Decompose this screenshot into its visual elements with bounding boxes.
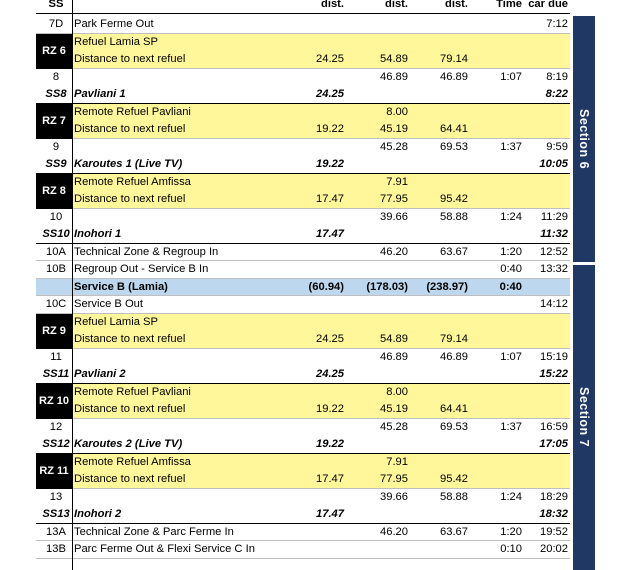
cell-desc: Service B (Lamia) <box>74 280 168 293</box>
table-row <box>36 244 570 262</box>
cell-ss: SS13 <box>42 508 70 520</box>
cell-ss: 10C <box>45 298 67 310</box>
cell-d3: 63.67 <box>440 245 468 258</box>
cell-d3: 69.53 <box>440 140 468 153</box>
cell-due: 11:32 <box>540 228 568 240</box>
cell-ss: 13B <box>46 543 66 555</box>
cell-desc: Pavliani 2 <box>74 368 126 380</box>
cell-d1: 19.22 <box>316 158 344 170</box>
cell-desc: Distance to next refuel <box>74 333 186 345</box>
cell-desc: Karoutes 2 (Live TV) <box>74 438 183 450</box>
cell-d3: 58.88 <box>440 490 468 503</box>
cell-time: 0:40 <box>499 280 522 293</box>
cell-ss: 13 <box>49 490 63 503</box>
section-7-label: Section 7 <box>577 387 591 448</box>
cell-desc: Remote Refuel Pavliani <box>74 385 191 398</box>
table-row <box>36 419 570 437</box>
cell-due: 18:32 <box>539 508 568 520</box>
cell-due: 9:59 <box>546 140 568 153</box>
table-row <box>36 86 570 104</box>
refuel-zone-badge: RZ 7 <box>36 104 72 139</box>
cell-ss: 7D <box>48 18 64 30</box>
cell-d2: 45.28 <box>380 420 408 433</box>
cell-desc: Technical Zone & Parc Ferme In <box>74 525 234 538</box>
table-row <box>36 401 570 419</box>
cell-d1: (60.94) <box>308 280 344 293</box>
cell-desc: Parc Ferme Out & Flexi Service C In <box>74 543 255 555</box>
cell-d3: 79.14 <box>440 333 468 345</box>
cell-d3: 46.89 <box>440 70 468 83</box>
cell-d2: (178.03) <box>366 280 408 293</box>
cell-d1: 17.47 <box>316 473 344 485</box>
cell-d2: 54.89 <box>380 333 408 345</box>
cell-due: 19:52 <box>540 525 568 538</box>
cell-desc: Distance to next refuel <box>74 193 186 205</box>
refuel-zone-badge: RZ 10 <box>36 384 72 419</box>
cell-due: 8:19 <box>546 70 568 83</box>
section-7-band <box>573 265 595 570</box>
cell-d2: 7.91 <box>386 455 408 468</box>
table-row <box>36 261 570 279</box>
cell-desc: Regroup Out - Service B In <box>74 263 209 275</box>
cell-ss: 9 <box>52 140 60 153</box>
cell-d3: 69.53 <box>440 420 468 433</box>
cell-d1: 24.25 <box>316 368 344 380</box>
cell-desc: Pavliani 1 <box>74 88 126 100</box>
table-row <box>36 454 570 472</box>
cell-time: 1:37 <box>500 140 522 153</box>
column-divider <box>72 0 73 570</box>
table-row <box>36 471 570 489</box>
refuel-zone-badge: RZ 11 <box>36 454 72 489</box>
cell-due: 15:22 <box>539 368 568 380</box>
cell-d2: 45.28 <box>380 140 408 153</box>
table-row <box>36 121 570 139</box>
table-row <box>36 366 570 384</box>
cell-desc: Karoutes 1 (Live TV) <box>74 158 183 170</box>
table-row <box>36 384 570 402</box>
header-dist-3: dist. <box>445 0 468 10</box>
cell-d3: 95.42 <box>440 473 468 485</box>
cell-d2: 77.95 <box>380 473 408 485</box>
cell-d3: 64.41 <box>440 403 468 415</box>
cell-d3: 46.89 <box>440 350 468 363</box>
table-row <box>36 191 570 209</box>
table-row <box>36 69 570 87</box>
cell-d2: 46.20 <box>380 245 408 258</box>
cell-d3: 64.41 <box>440 123 468 135</box>
cell-d3: (238.97) <box>426 280 468 293</box>
cell-desc: Distance to next refuel <box>74 473 186 485</box>
cell-due: 15:19 <box>540 350 568 363</box>
cell-ss: 11 <box>50 350 62 363</box>
table-row <box>36 34 570 52</box>
cell-time: 1:24 <box>500 490 522 503</box>
cell-d1: 19.22 <box>316 438 344 450</box>
cell-ss: 10A <box>46 245 66 258</box>
header-dist-2: dist. <box>385 0 408 10</box>
table-row <box>36 349 570 367</box>
cell-due: 17:05 <box>539 438 568 450</box>
table-row <box>36 489 570 507</box>
header-time: Time <box>496 0 522 10</box>
refuel-zone-badge: RZ 9 <box>36 314 72 349</box>
cell-desc: Park Ferme Out <box>74 18 154 30</box>
cell-time: 1:20 <box>500 245 522 258</box>
table-row <box>36 16 570 34</box>
cell-due: 20:02 <box>540 543 568 555</box>
cell-ss: SS9 <box>45 158 67 170</box>
cell-desc: Inohori 1 <box>74 228 122 240</box>
cell-ss: SS11 <box>42 368 70 380</box>
cell-time: 0:10 <box>500 543 522 555</box>
cell-desc: Remote Refuel Pavliani <box>74 105 191 118</box>
cell-due: 13:32 <box>540 263 568 275</box>
section-6-label: Section 6 <box>577 108 591 170</box>
table-row <box>36 296 570 314</box>
refuel-zone-badge: RZ 6 <box>36 34 72 69</box>
cell-desc: Refuel Lamia SP <box>74 35 158 48</box>
cell-time: 1:24 <box>500 210 522 223</box>
cell-ss: 10B <box>46 263 66 275</box>
cell-d1: 17.47 <box>316 228 344 240</box>
cell-desc: Remote Refuel Amfissa <box>74 455 191 468</box>
cell-time: 0:40 <box>500 263 522 275</box>
cell-due: 8:22 <box>545 88 568 100</box>
cell-d3: 58.88 <box>440 210 468 223</box>
cell-desc: Distance to next refuel <box>74 403 186 415</box>
cell-d1: 24.25 <box>316 53 344 65</box>
header-ss: SS <box>48 0 64 10</box>
cell-d2: 39.66 <box>380 490 408 503</box>
cell-desc: Refuel Lamia SP <box>74 315 158 328</box>
cell-d1: 24.25 <box>316 88 344 100</box>
cell-d2: 8.00 <box>386 105 408 118</box>
cell-d2: 45.19 <box>380 403 408 415</box>
refuel-zone-badge: RZ 8 <box>36 174 72 209</box>
cell-due: 18:29 <box>540 490 568 503</box>
cell-d2: 45.19 <box>380 123 408 135</box>
table-row <box>36 436 570 454</box>
cell-due: 10:05 <box>539 158 568 170</box>
cell-due: 16:59 <box>540 420 568 433</box>
cell-desc: Remote Refuel Amfissa <box>74 175 191 188</box>
cell-desc: Inohori 2 <box>74 508 122 520</box>
cell-due: 14:12 <box>540 298 568 310</box>
cell-due: 12:52 <box>540 245 568 258</box>
table-row <box>36 209 570 227</box>
cell-d3: 63.67 <box>440 525 468 538</box>
table-header <box>36 0 570 14</box>
cell-ss: 8 <box>52 70 60 83</box>
table-row <box>36 331 570 349</box>
section-6-band <box>573 16 595 262</box>
cell-d3: 79.14 <box>440 53 468 65</box>
cell-d2: 46.20 <box>380 525 408 538</box>
cell-d3: 95.42 <box>440 193 468 205</box>
table-row <box>36 279 570 297</box>
cell-d2: 54.89 <box>380 53 408 65</box>
table-row <box>36 104 570 122</box>
cell-desc: Distance to next refuel <box>74 53 186 65</box>
cell-due: 11:29 <box>540 210 568 223</box>
table-row <box>36 174 570 192</box>
cell-time: 1:20 <box>500 525 522 538</box>
table-row <box>36 51 570 69</box>
cell-d2: 7.91 <box>386 175 408 188</box>
header-car-due: car due <box>528 0 568 10</box>
cell-d2: 8.00 <box>386 385 408 398</box>
table-row <box>36 524 570 542</box>
cell-d2: 39.66 <box>380 210 408 223</box>
cell-ss: 13A <box>46 525 66 538</box>
cell-ss: 10 <box>49 210 63 223</box>
table-row <box>36 139 570 157</box>
table-row <box>36 541 570 559</box>
table-row <box>36 156 570 174</box>
cell-ss: 12 <box>49 420 63 433</box>
cell-time: 1:07 <box>500 70 522 83</box>
cell-desc: Technical Zone & Regroup In <box>74 245 219 258</box>
cell-desc: Distance to next refuel <box>74 123 186 135</box>
table-row <box>36 226 570 244</box>
cell-desc: Service B Out <box>74 298 144 310</box>
cell-d2: 46.89 <box>380 70 408 83</box>
cell-d1: 24.25 <box>316 333 344 345</box>
itinerary-table <box>36 0 570 570</box>
cell-d1: 17.47 <box>316 508 344 520</box>
cell-d1: 19.22 <box>316 403 344 415</box>
header-dist-1: dist. <box>321 0 344 10</box>
cell-ss: SS8 <box>45 88 67 100</box>
cell-d1: 17.47 <box>316 193 344 205</box>
cell-d2: 46.89 <box>380 350 408 363</box>
cell-time: 1:07 <box>500 350 522 363</box>
cell-due: 7:12 <box>546 18 568 30</box>
table-row <box>36 314 570 332</box>
cell-time: 1:37 <box>500 420 522 433</box>
cell-ss: SS10 <box>42 228 70 240</box>
cell-ss: SS12 <box>42 438 70 450</box>
cell-d1: 19.22 <box>316 123 344 135</box>
cell-d2: 77.95 <box>380 193 408 205</box>
table-row <box>36 506 570 524</box>
